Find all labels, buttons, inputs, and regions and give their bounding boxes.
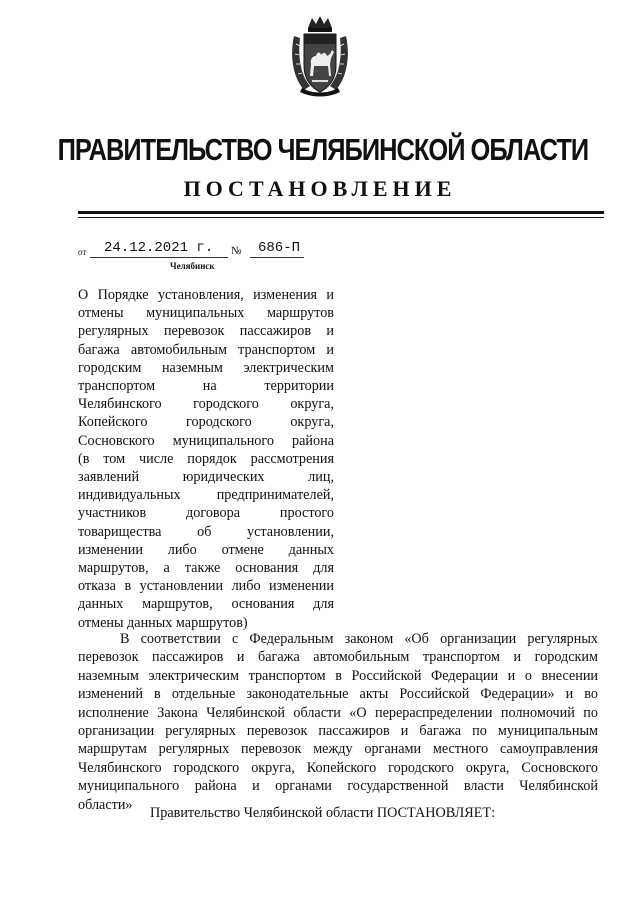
subject-line: маршрутов, а также основания для [78, 560, 334, 577]
decree-statement: Правительство Челябинской области ПОСТАНОВЛЯЕТ: [150, 805, 496, 821]
paragraph-line: наземным электрическим транспортом в Российской Федерации и о внесении [78, 667, 598, 684]
header-rule-thick [78, 211, 604, 214]
document-type: ПОСТАНОВЛЕНИЕ [183, 176, 457, 201]
number-label: № [231, 245, 242, 257]
coat-of-arms-icon [288, 14, 352, 98]
paragraph-line: изменений в отдельные законодательные акты Российской Федерации» и во [78, 686, 598, 703]
subject-line: Челябинского городского округа, [78, 396, 334, 413]
subject-line: товарищества об установлении, [78, 523, 334, 540]
number-underline [250, 257, 304, 258]
header-rule-thin [78, 217, 604, 218]
document-subject [78, 286, 334, 632]
date-underline [90, 257, 228, 258]
paragraph-line: перевозок пассажиров и багажа автомобильным транспортом и городским [78, 649, 598, 666]
subject-line: регулярных перевозок пассажиров и [78, 323, 334, 340]
subject-line: участников договора простого [78, 505, 334, 522]
paragraph-line: исполнение Закона Челябинской области «О перераспределении полномочий по [78, 704, 598, 721]
subject-line: отмены данных маршрутов) [78, 614, 248, 631]
subject-line: Сосновского муниципального района [78, 432, 334, 449]
document-number: 686-П [258, 240, 301, 256]
paragraph-line: В соответствии с Федеральным законом «Об организации регулярных [120, 631, 598, 647]
paragraph-line: муниципального района и органами государственной власти Челябинской [78, 778, 598, 795]
subject-line: городским наземным электрическим [78, 359, 334, 376]
date-label: от [78, 247, 87, 257]
subject-line: Копейского городского округа, [78, 414, 334, 431]
government-title: ПРАВИТЕЛЬСТВО ЧЕЛЯБИНСКОЙ ОБЛАСТИ [57, 132, 589, 167]
subject-line: багажа автомобильным транспортом и [78, 341, 334, 358]
subject-line: О Порядке установления, изменения и [78, 287, 334, 303]
subject-line: отмены муниципальных маршрутов [78, 305, 334, 322]
subject-line: (в том числе порядок рассмотрения [78, 450, 334, 467]
paragraph-line: организации регулярных перевозок пассажиров и багажа по муниципальным [78, 723, 598, 740]
subject-line: транспортом на территории [78, 378, 334, 395]
paragraph-line: Челябинского городского округа, Копейского городского округа, Сосновского [78, 759, 598, 776]
subject-line: данных маршрутов, основания для [78, 596, 334, 613]
subject-line: заявлений юридических лиц, [78, 469, 334, 486]
preamble-paragraph [78, 630, 598, 814]
subject-line: индивидуальных предпринимателей, [78, 487, 334, 504]
document-city: Челябинск [170, 261, 215, 271]
document-date: 24.12.2021 г. [104, 240, 214, 256]
paragraph-line: маршрутам регулярных перевозок между органами местного самоуправления [78, 741, 598, 758]
paragraph-line: области» [78, 796, 133, 813]
subject-line: отказа в установлении либо изменении [78, 578, 334, 595]
subject-line: изменении либо отмене данных [78, 541, 334, 558]
